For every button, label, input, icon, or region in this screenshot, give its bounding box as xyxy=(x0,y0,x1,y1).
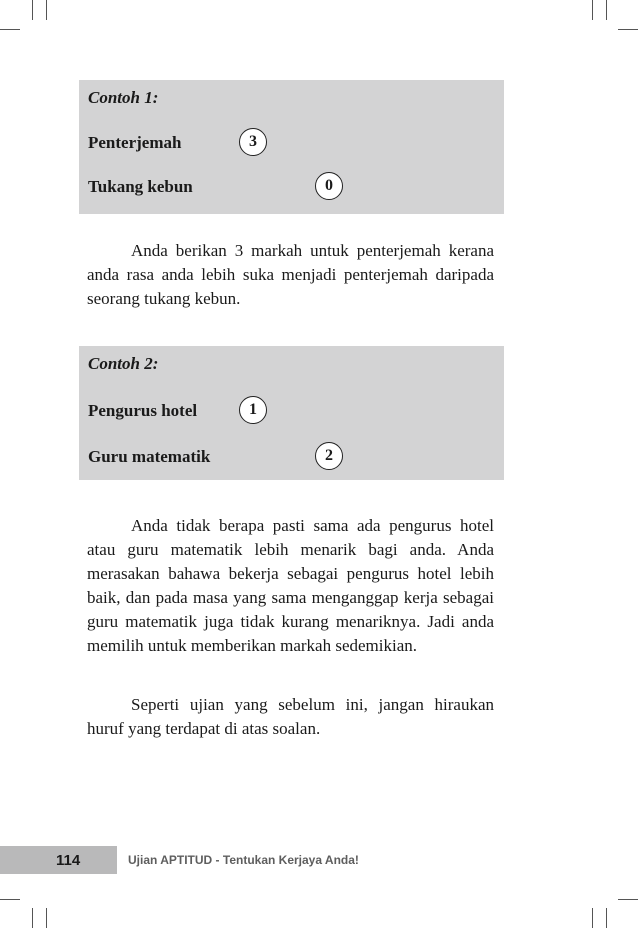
example-1-row-2-mark: 0 xyxy=(315,172,343,200)
crop-mark xyxy=(592,0,593,20)
example-2-row-2-mark: 2 xyxy=(315,442,343,470)
example-1-heading: Contoh 1: xyxy=(88,88,159,107)
example-2-row-2-label: Guru matematik xyxy=(88,447,211,466)
crop-mark xyxy=(46,908,47,928)
example-1-row-1-label: Penterjemah xyxy=(88,133,182,152)
footer-title: Ujian APTITUD - Tentukan Kerjaya Anda! xyxy=(128,853,359,867)
crop-mark xyxy=(0,29,20,30)
crop-mark xyxy=(592,908,593,928)
example-1-row-2-label: Tukang kebun xyxy=(88,177,193,196)
crop-mark xyxy=(606,908,607,928)
paragraph-2: Anda tidak berapa pasti sama ada pengurus hotel atau guru matematik lebih menarik bagi anda. Anda merasakan bahawa bekerja sebagai pengurus hotel lebih baik, dan pada masa yang sama menganggap kerja sebagai guru matematik juga tidak kurang menariknya. Jadi anda memilih untuk memberikan markah sedemikian. xyxy=(87,516,494,655)
crop-mark xyxy=(606,0,607,20)
crop-mark xyxy=(618,899,638,900)
example-1-row-1-mark: 3 xyxy=(239,128,267,156)
paragraph-3: Seperti ujian yang sebelum ini, jangan hiraukan huruf yang terdapat di atas soalan. xyxy=(87,695,494,738)
example-2-row-1-label: Pengurus hotel xyxy=(88,401,198,420)
crop-mark xyxy=(0,899,20,900)
crop-mark xyxy=(32,0,33,20)
example-2-heading: Contoh 2: xyxy=(88,354,159,373)
paragraph-1: Anda berikan 3 markah untuk penterjemah kerana anda rasa anda lebih suka menjadi penterjemah daripada seorang tukang kebun. xyxy=(87,241,494,308)
crop-mark xyxy=(32,908,33,928)
example-box-2 xyxy=(79,346,504,480)
crop-mark xyxy=(46,0,47,20)
page-number: 114 xyxy=(56,851,81,869)
example-2-row-1-mark: 1 xyxy=(239,396,267,424)
crop-mark xyxy=(618,29,638,30)
example-box-1 xyxy=(79,80,504,214)
